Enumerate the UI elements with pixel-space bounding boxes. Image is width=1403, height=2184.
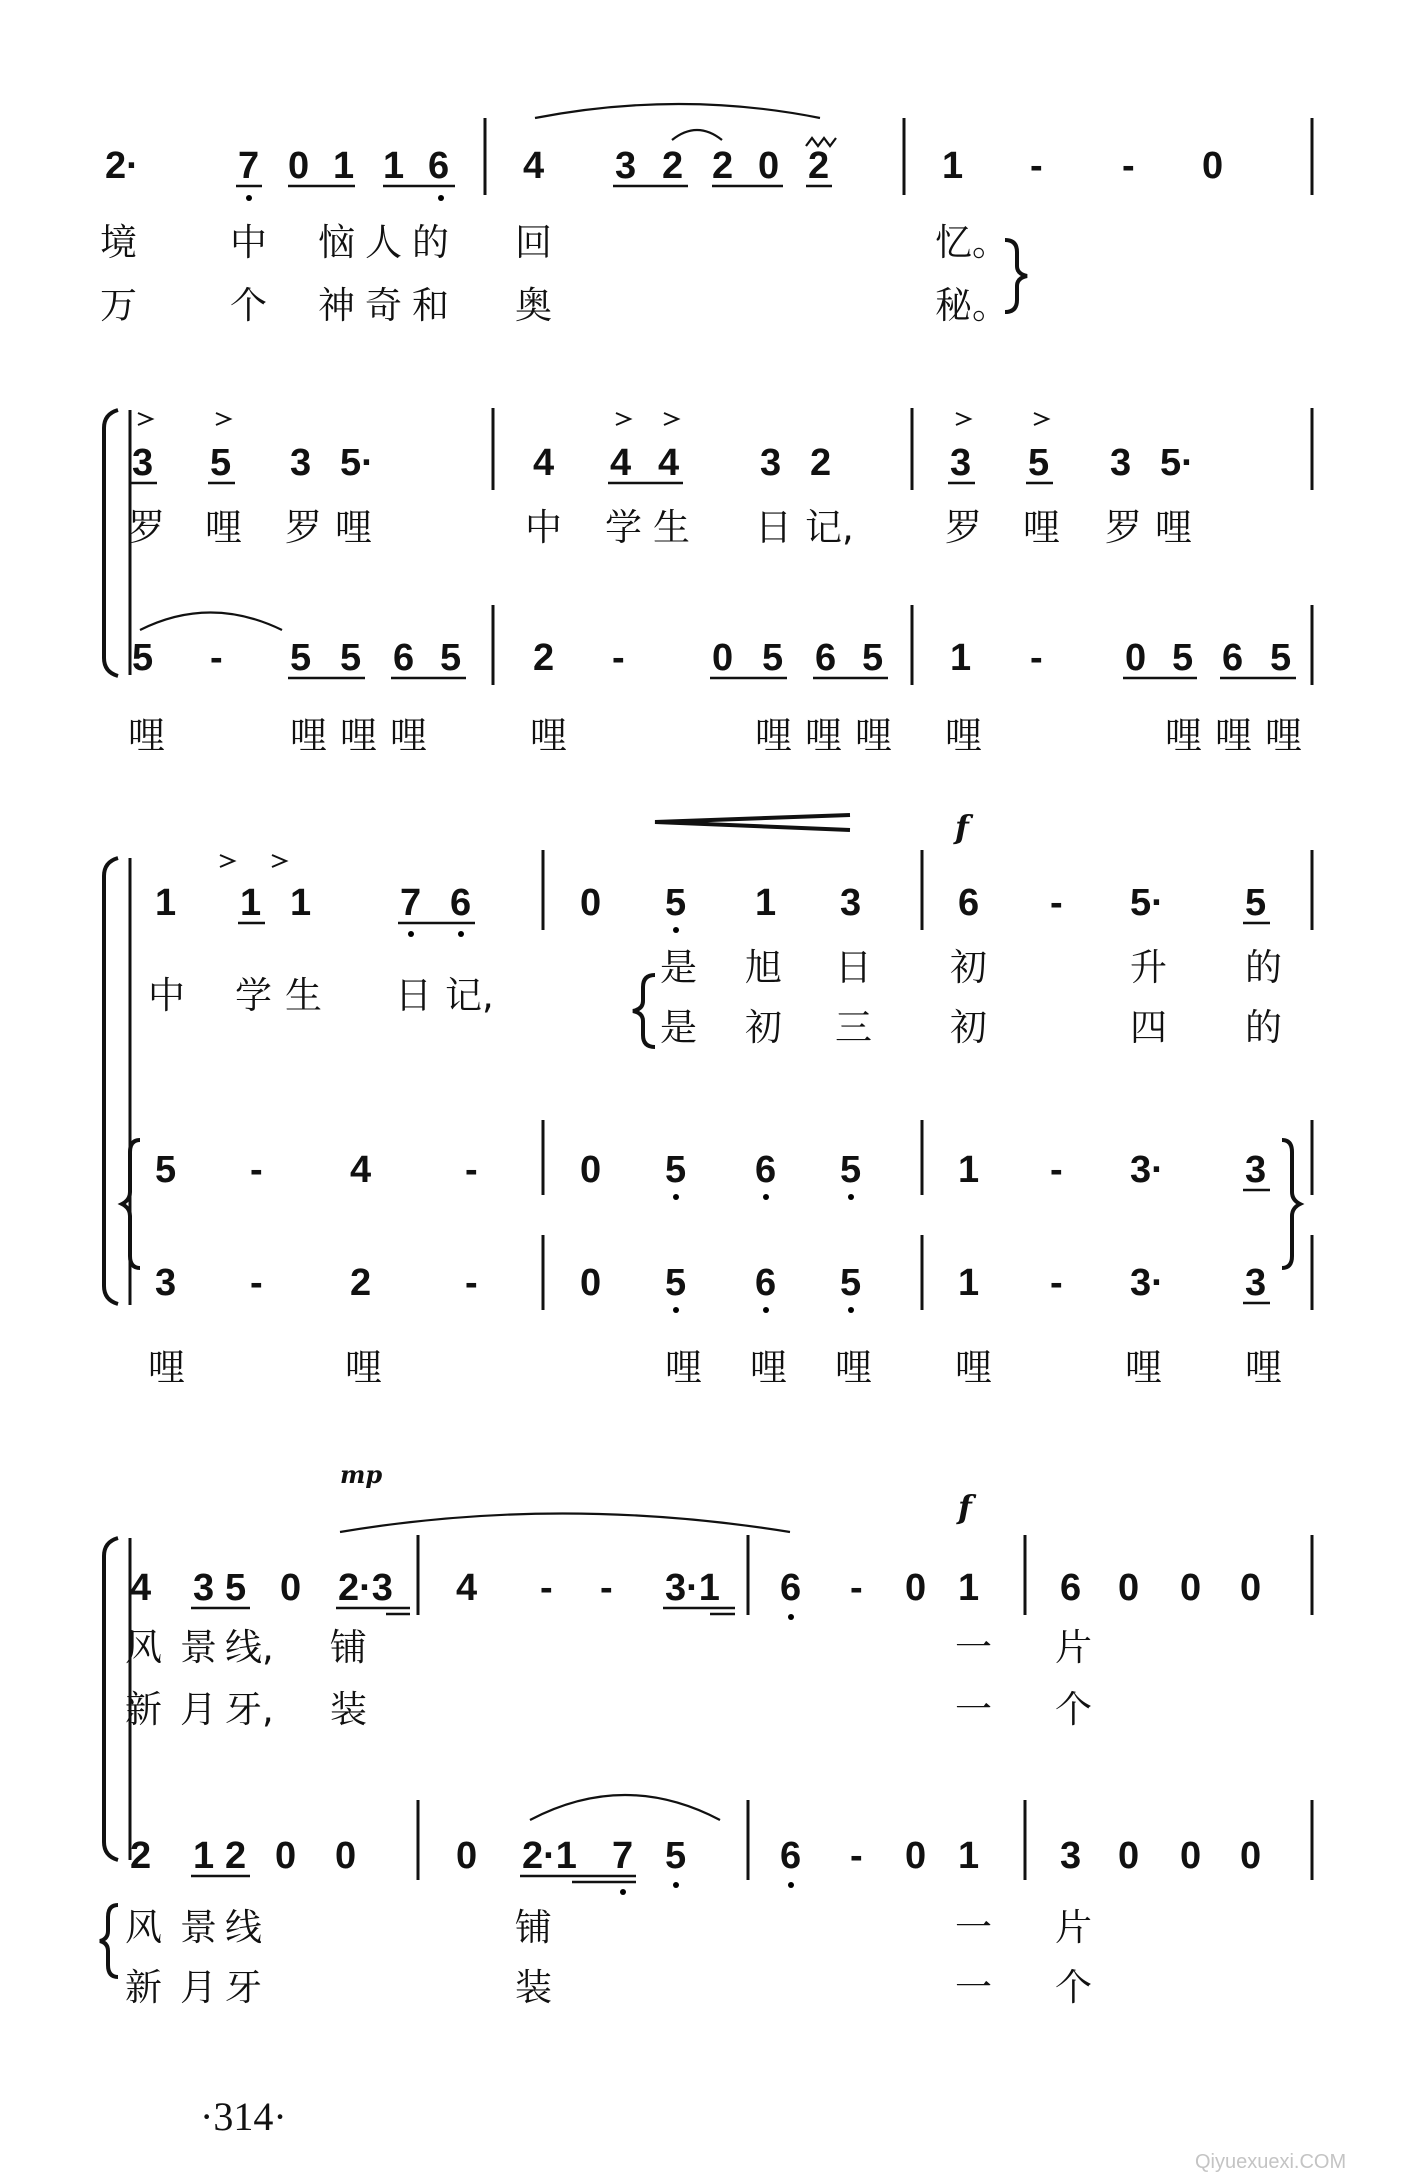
note: 0 — [335, 1835, 357, 1877]
note: 2 — [533, 637, 555, 679]
lyric: 忆。 — [935, 221, 1009, 264]
lyric: 初 — [745, 1006, 782, 1049]
note: 6 — [1060, 1567, 1082, 1609]
low-octave-dot — [458, 931, 464, 937]
low-octave-dot — [788, 1882, 794, 1888]
lyric: 哩 — [955, 1346, 992, 1389]
lyric: 哩 — [835, 1346, 872, 1389]
lyric: 一 — [955, 1966, 992, 2009]
lyric: 个 — [1055, 1688, 1092, 1731]
note: 6 — [780, 1835, 802, 1877]
lyric: 一 — [955, 1688, 992, 1731]
slur — [140, 613, 282, 631]
slur — [530, 1795, 720, 1820]
note: 2 — [225, 1835, 247, 1877]
note: 0 — [1125, 637, 1147, 679]
note: 5 — [225, 1567, 247, 1609]
lyric: 哩 — [290, 714, 327, 757]
low-octave-dot — [673, 1882, 679, 1888]
note: 5 — [840, 1262, 862, 1304]
note: 5 — [132, 637, 154, 679]
note: 5 — [210, 442, 232, 484]
low-octave-dot — [848, 1307, 854, 1313]
accent-mark — [1034, 413, 1048, 425]
note: 1 — [958, 1567, 980, 1609]
lyric: 牙, — [225, 1688, 274, 1731]
lyric: 一 — [955, 1906, 992, 1949]
note: - — [250, 1262, 263, 1304]
lyric: 境 — [100, 221, 137, 264]
note: 5 — [762, 637, 784, 679]
lyric: 恼 — [318, 221, 355, 264]
note: 1 — [958, 1835, 980, 1877]
low-octave-dot — [763, 1307, 769, 1313]
note: 2·1 — [522, 1835, 577, 1877]
note: - — [1122, 145, 1135, 187]
lyric: 景 — [180, 1626, 217, 1669]
note: 7 — [400, 882, 422, 924]
note: 3 — [950, 442, 972, 484]
note: 3 — [1110, 442, 1132, 484]
lyric: 生 — [653, 506, 690, 549]
lyric: 哩 — [335, 506, 372, 549]
note: 5 — [290, 637, 312, 679]
note: - — [465, 1262, 478, 1304]
note: 5 — [1270, 637, 1292, 679]
dynamic-marking: f — [958, 1488, 972, 1526]
note: - — [1030, 145, 1043, 187]
note: 3 — [132, 442, 154, 484]
note: - — [1050, 1149, 1063, 1191]
lyric: 哩 — [390, 714, 427, 757]
accent-mark — [272, 855, 286, 867]
low-octave-dot — [408, 931, 414, 937]
note: 5 — [665, 1149, 687, 1191]
note: - — [850, 1567, 863, 1609]
lyric: 罗 — [945, 506, 982, 549]
lyric: 回 — [515, 221, 552, 264]
lyric: 罗 — [128, 506, 165, 549]
lyric: 哩 — [345, 1346, 382, 1389]
page-number: ·314· — [200, 2094, 287, 2139]
note: - — [250, 1149, 263, 1191]
lyric: 哩 — [1245, 1346, 1282, 1389]
note: 2·3 — [338, 1567, 393, 1609]
lyric: 线 — [225, 1906, 262, 1949]
note: 6 — [755, 1149, 777, 1191]
note: 3 — [1245, 1262, 1267, 1304]
lyric: 哩 — [128, 714, 165, 757]
lyric: 哩 — [945, 714, 982, 757]
note: 2 — [808, 145, 830, 187]
lyric: 哩 — [755, 714, 792, 757]
lyric: 生 — [285, 974, 322, 1017]
system-bracket — [104, 858, 118, 1304]
note: 4 — [350, 1149, 372, 1191]
lyric: 是 — [660, 946, 697, 989]
note: 5 — [840, 1149, 862, 1191]
note: 4 — [610, 442, 632, 484]
lyric: 个 — [230, 284, 267, 327]
note: - — [612, 637, 625, 679]
accent-mark — [664, 413, 678, 425]
note: 5 — [1028, 442, 1050, 484]
lyric: 片 — [1055, 1626, 1092, 1669]
lyric: 中 — [148, 974, 185, 1017]
lyric: 记, — [445, 974, 494, 1017]
lyric: 哩 — [750, 1346, 787, 1389]
note: 0 — [905, 1835, 927, 1877]
note: - — [850, 1835, 863, 1877]
accent-mark — [138, 413, 152, 425]
lyric: 哩 — [1023, 506, 1060, 549]
lyric: 哩 — [530, 714, 567, 757]
lyric: 神 — [318, 284, 355, 327]
lyric: 初 — [950, 946, 987, 989]
accent-mark — [956, 413, 970, 425]
low-octave-dot — [673, 1194, 679, 1200]
note: 3 — [1245, 1149, 1267, 1191]
note: 5 — [1172, 637, 1194, 679]
note: 2 — [712, 145, 734, 187]
dynamic-marking: mp — [340, 1460, 383, 1489]
note: 5 — [665, 1262, 687, 1304]
dynamic-marking: f — [955, 808, 969, 846]
note: - — [1030, 637, 1043, 679]
note: 5 — [155, 1149, 177, 1191]
note: 4 — [658, 442, 680, 484]
brace-left — [633, 975, 655, 1047]
note: 0 — [580, 1262, 602, 1304]
lyric: 铺 — [330, 1626, 367, 1669]
note: 1 — [333, 145, 355, 187]
lyric: 片 — [1055, 1906, 1092, 1949]
note: 1 — [383, 145, 405, 187]
note: 5 — [1245, 882, 1267, 924]
lyric: 一 — [955, 1626, 992, 1669]
note: 3 — [1060, 1835, 1082, 1877]
note: 0 — [275, 1835, 297, 1877]
brace-left — [100, 1905, 118, 1977]
watermark: Qiyuexuexi.COM — [1195, 2151, 1347, 2173]
lyric: 哩 — [1155, 506, 1192, 549]
lyric: 中 — [230, 221, 267, 264]
note: 0 — [758, 145, 780, 187]
lyric: 月 — [180, 1966, 217, 2009]
lyric: 新 — [125, 1966, 162, 2009]
lyric: 的 — [1245, 946, 1282, 989]
note: 3 — [760, 442, 782, 484]
note: 5· — [1130, 882, 1164, 924]
lyric: 学 — [605, 506, 642, 549]
note: 0 — [580, 882, 602, 924]
note: 0 — [1202, 145, 1224, 187]
lyric: 哩 — [1215, 714, 1252, 757]
note: 4 — [533, 442, 555, 484]
note: 5 — [340, 637, 362, 679]
low-octave-dot — [620, 1889, 626, 1895]
lyric: 哩 — [340, 714, 377, 757]
lyric: 线, — [225, 1626, 274, 1669]
note: 0 — [1118, 1835, 1140, 1877]
note: 0 — [1118, 1567, 1140, 1609]
system-bracket — [104, 410, 118, 676]
lyric: 装 — [515, 1966, 552, 2009]
low-octave-dot — [848, 1194, 854, 1200]
note: 4 — [456, 1567, 478, 1609]
note: 1 — [950, 637, 972, 679]
note: 5· — [340, 442, 374, 484]
note: 1 — [240, 882, 262, 924]
system-4 — [100, 1460, 1312, 2009]
note: - — [1050, 882, 1063, 924]
note: 5 — [440, 637, 462, 679]
note: 2· — [105, 145, 139, 187]
lyric: 哩 — [1165, 714, 1202, 757]
note: 0 — [1180, 1567, 1202, 1609]
accent-mark — [216, 413, 230, 425]
crescendo-hairpin — [655, 815, 850, 830]
lyric: 哩 — [1125, 1346, 1162, 1389]
note: 0 — [456, 1835, 478, 1877]
lyric: 是 — [660, 1006, 697, 1049]
lyric: 秘。 — [935, 284, 1009, 327]
lyric: 记, — [805, 506, 854, 549]
note: 2 — [350, 1262, 372, 1304]
system-3 — [104, 808, 1312, 1389]
lyric: 日 — [835, 946, 872, 989]
note: 7 — [612, 1835, 634, 1877]
note: 7 — [238, 145, 260, 187]
lyric: 风 — [125, 1906, 162, 1949]
lyric: 牙 — [225, 1966, 262, 2009]
note: 3· — [1130, 1262, 1164, 1304]
lyric: 日 — [755, 506, 792, 549]
note: 5· — [1160, 442, 1194, 484]
note: 6 — [1222, 637, 1244, 679]
note: 6 — [780, 1567, 802, 1609]
lyric: 罗 — [1105, 506, 1142, 549]
note: - — [1050, 1262, 1063, 1304]
lyric: 景 — [180, 1906, 217, 1949]
note: 0 — [580, 1149, 602, 1191]
lyric: 奥 — [515, 284, 552, 327]
system-1 — [100, 104, 1312, 327]
lyric: 学 — [235, 974, 272, 1017]
lyric: 哩 — [805, 714, 842, 757]
low-octave-dot — [673, 1307, 679, 1313]
note: 1 — [193, 1835, 215, 1877]
note: - — [210, 637, 223, 679]
low-octave-dot — [788, 1614, 794, 1620]
lyric: 四 — [1130, 1006, 1167, 1049]
note: 1 — [755, 882, 777, 924]
lyric: 和 — [412, 284, 449, 327]
lyric: 中 — [525, 506, 562, 549]
lyric: 月 — [180, 1688, 217, 1731]
lyric: 新 — [125, 1688, 162, 1731]
accent-mark — [616, 413, 630, 425]
note: 2 — [810, 442, 832, 484]
note: 3· — [1130, 1149, 1164, 1191]
low-octave-dot — [438, 195, 444, 201]
note: 6 — [393, 637, 415, 679]
note: 0 — [1180, 1835, 1202, 1877]
lyric: 人 — [365, 221, 402, 264]
lyric: 哩 — [205, 506, 242, 549]
lyric: 升 — [1130, 946, 1167, 989]
note: 2 — [130, 1835, 152, 1877]
note: 1 — [290, 882, 312, 924]
lyric: 的 — [412, 221, 449, 264]
note: - — [540, 1567, 553, 1609]
note: 4 — [523, 145, 545, 187]
note: - — [600, 1567, 613, 1609]
note: 3 — [193, 1567, 215, 1609]
note: 3·1 — [665, 1567, 720, 1609]
lyric: 万 — [100, 284, 137, 327]
note: 2 — [662, 145, 684, 187]
note: 3 — [615, 145, 637, 187]
lyric: 的 — [1245, 1006, 1282, 1049]
note: 6 — [428, 145, 450, 187]
lyric: 哩 — [855, 714, 892, 757]
low-octave-dot — [246, 195, 252, 201]
note: 0 — [712, 637, 734, 679]
system-bracket — [104, 1538, 118, 1860]
note: 0 — [288, 145, 310, 187]
note: - — [465, 1149, 478, 1191]
note: 0 — [1240, 1567, 1262, 1609]
lyric: 哩 — [1265, 714, 1302, 757]
note: 5 — [665, 882, 687, 924]
lyric: 风 — [125, 1626, 162, 1669]
note: 5 — [862, 637, 884, 679]
accent-mark — [220, 855, 234, 867]
low-octave-dot — [673, 927, 679, 933]
note: 4 — [130, 1567, 152, 1609]
note: 5 — [665, 1835, 687, 1877]
slur — [340, 1514, 790, 1533]
low-octave-dot — [763, 1194, 769, 1200]
note: 6 — [958, 882, 980, 924]
lyric: 三 — [835, 1006, 872, 1049]
lyric: 旭 — [745, 946, 782, 989]
note: 1 — [958, 1149, 980, 1191]
note: 0 — [905, 1567, 927, 1609]
system-2 — [104, 408, 1312, 757]
tie — [672, 130, 722, 140]
note: 0 — [1240, 1835, 1262, 1877]
lyric: 奇 — [365, 284, 402, 327]
note: 6 — [815, 637, 837, 679]
lyric: 个 — [1055, 1966, 1092, 2009]
lyric: 日 — [395, 974, 432, 1017]
note: 1 — [958, 1262, 980, 1304]
note: 3 — [155, 1262, 177, 1304]
slur — [535, 104, 820, 118]
note: 0 — [280, 1567, 302, 1609]
note: 3 — [840, 882, 862, 924]
lyric: 初 — [950, 1006, 987, 1049]
note: 6 — [450, 882, 472, 924]
note: 1 — [155, 882, 177, 924]
note: 6 — [755, 1262, 777, 1304]
brace-right — [1282, 1140, 1300, 1268]
lyric: 罗 — [285, 506, 322, 549]
lyric: 哩 — [665, 1346, 702, 1389]
lyric: 哩 — [148, 1346, 185, 1389]
lyric: 装 — [330, 1688, 367, 1731]
note: 3 — [290, 442, 312, 484]
lyric: 铺 — [515, 1906, 552, 1949]
note: 1 — [942, 145, 964, 187]
